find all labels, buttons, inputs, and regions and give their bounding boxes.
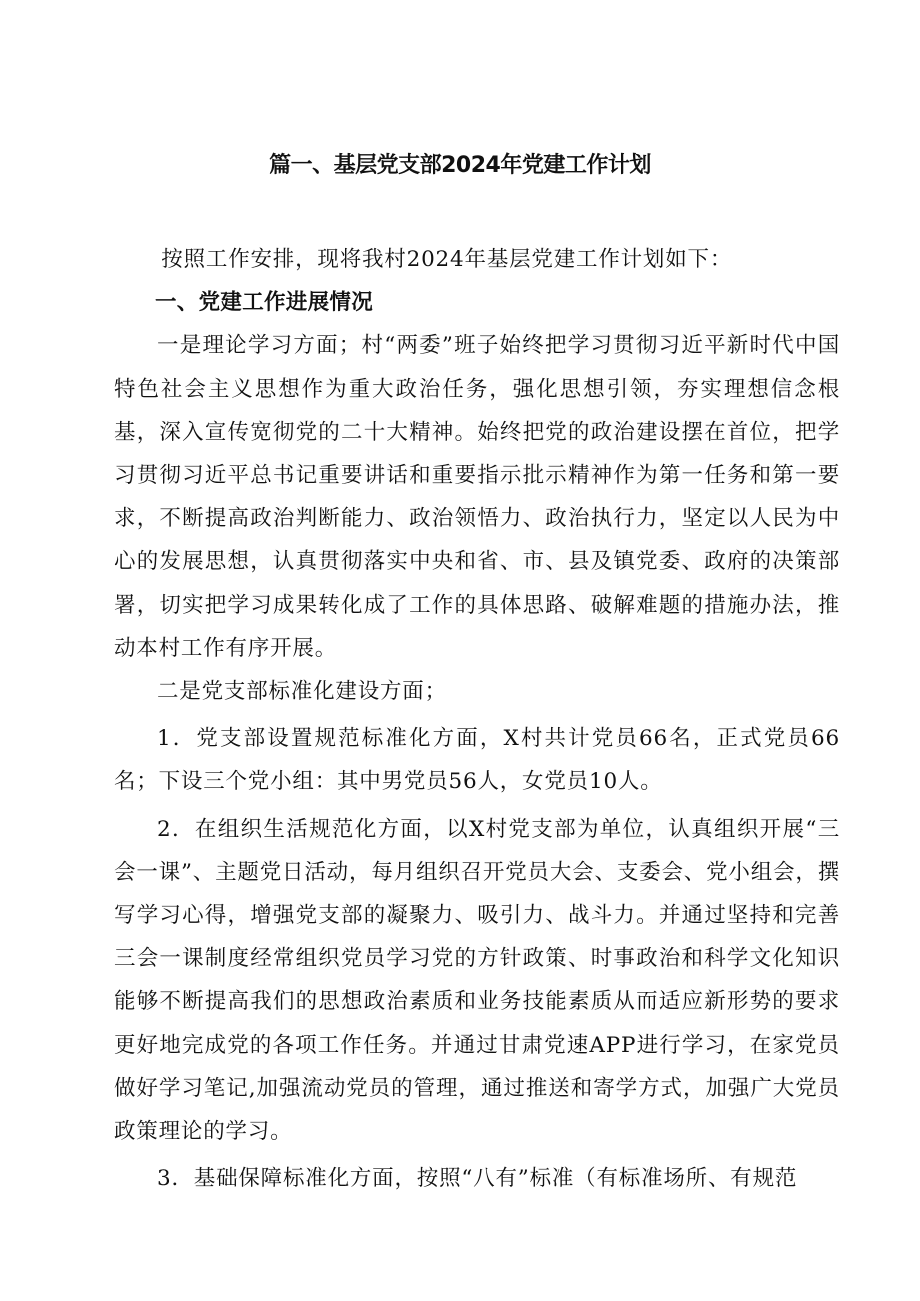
section-heading: 一、党建工作进展情况 (155, 290, 374, 316)
paragraph-item-2: 2．在组织生活规范化方面，以X村党支部为单位，认真组织开展“三会一课”、主题党日活动，每月组织召开党员大会、支委会、党小组会，撰写学习心得，增强党支部的凝聚力、吸引力、战斗力。并通过坚持和完善三会一课制度经常组织党员学习党的方针政策、时事政治和科学文化知识能够不断提高我们的思想政治素质和业务技能素质从而适应新形势的要求更好地完成党的各项工作任务。并通过甘肃党速APP进行学习，在家党员做好学习笔记,加强流动党员的管理，通过推送和寄学方式，加强广大党员政策理论的学习。 (114, 816, 840, 1145)
document-title: 篇一、基层党支部2024年党建工作计划 (269, 153, 651, 178)
document-body (114, 238, 840, 1200)
intro-paragraph: 按照工作安排，现将我村2024年基层党建工作计划如下： (161, 247, 733, 272)
paragraph-theory-study: 一是理论学习方面；村“两委”班子始终把学习贯彻习近平新时代中国特色社会主义思想作为重大政治任务，强化思想引领，夯实理想信念根基，深入宣传宽彻党的二十大精神。始终把党的政治建设摆在首位，把学习贯彻习近平总书记重要讲话和重要指示批示精神作为第一任务和第一要求，不断提高政治判断能力、政治领悟力、政治执行力，坚定以人民为中心的发展思想，认真贯彻落实中央和省、市、县及镇党委、政府的决策部署，切实把学习成果转化成了工作的具体思路、破解难题的措施办法，推动本村工作有序开展。 (114, 333, 840, 661)
paragraph-item-1: 1．党支部设置规范标准化方面，X村共计党员66名，正式党员66名；下设三个党小组：其中男党员56人，女党员10人。 (114, 726, 840, 795)
paragraph-item-3: 3．基础保障标准化方面，按照“八有”标准（有标准场所、有规范 (157, 1166, 798, 1192)
paragraph-standardization: 二是党支部标准化建设方面； (157, 679, 447, 705)
